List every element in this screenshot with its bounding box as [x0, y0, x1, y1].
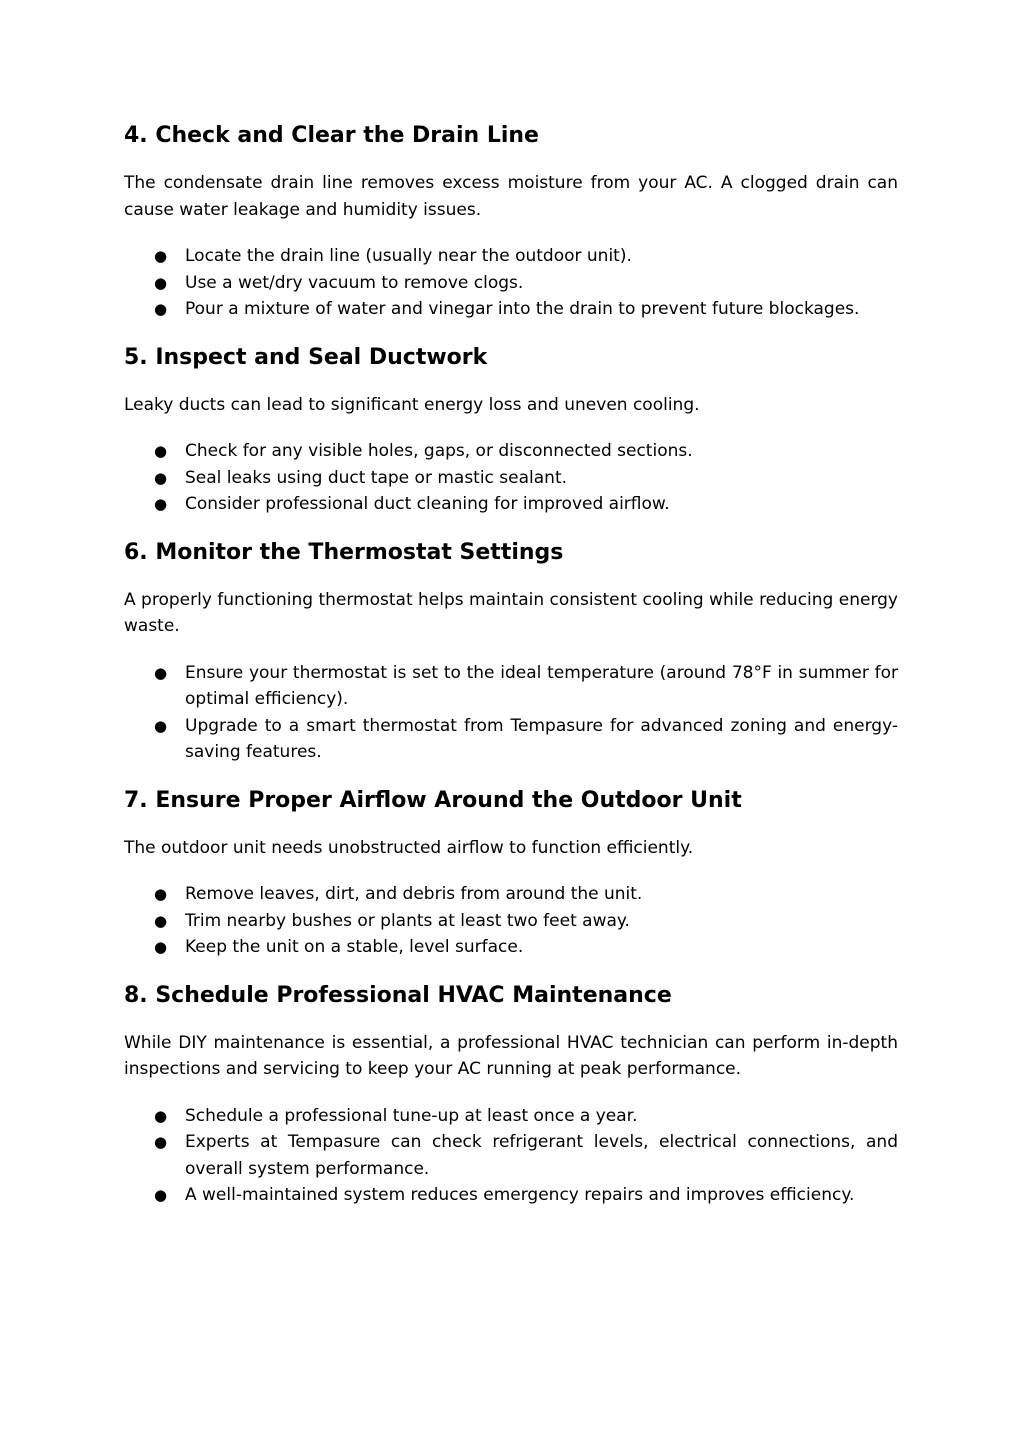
list-item	[154, 1103, 898, 1130]
list-item	[154, 243, 898, 270]
list-item-text: Pour a mixture of water and vinegar into the drain to prevent future blockages.	[185, 299, 860, 319]
list-item	[154, 270, 898, 297]
bullet-icon: ●	[154, 495, 168, 513]
document-page	[124, 120, 898, 1228]
list-item-text: Schedule a professional tune-up at least once a year.	[185, 1105, 638, 1126]
list-item-text: Check for any visible holes, gaps, or disconnected sections.	[185, 441, 693, 461]
list-item	[154, 491, 898, 518]
bullet-icon: ●	[154, 273, 168, 292]
list-item	[154, 438, 898, 465]
list-item-text: Ensure your thermostat is set to the ideal temperature (around 78°F in summer for optimal efficiency).	[185, 662, 898, 709]
bullet-list	[124, 243, 898, 323]
list-item-text: A well-maintained system reduces emergency repairs and improves efficiency.	[185, 1185, 855, 1205]
list-item	[154, 660, 898, 713]
list-item	[154, 713, 898, 766]
list-item	[154, 908, 898, 935]
section-heading: 8. Schedule Professional HVAC Maintenance	[124, 982, 672, 1008]
list-item-text: Keep the unit on a stable, level surface.	[185, 937, 524, 957]
bullet-icon: ●	[154, 468, 168, 487]
section-drain-line	[124, 120, 898, 323]
list-item	[154, 1182, 898, 1209]
list-item	[154, 296, 898, 323]
list-item	[154, 881, 898, 908]
bullet-list	[124, 881, 898, 961]
bullet-icon: ●	[154, 663, 168, 682]
section-professional-maintenance	[124, 980, 898, 1209]
section-intro: A properly functioning thermostat helps maintain consistent cooling while reducing energy waste.	[124, 589, 898, 636]
section-intro: The condensate drain line removes excess moisture from your AC. A clogged drain can cause water leakage and humidity issues.	[124, 173, 898, 220]
section-intro: The outdoor unit needs unobstructed airflow to function efficiently.	[124, 837, 694, 858]
list-item-text: Experts at Tempasure can check refrigerant levels, electrical connections, and overall system performance.	[185, 1132, 898, 1179]
bullet-icon: ●	[154, 911, 168, 930]
bullet-list	[124, 438, 898, 518]
bullet-icon: ●	[154, 300, 168, 318]
bullet-list	[124, 1103, 898, 1209]
section-heading: 4. Check and Clear the Drain Line	[124, 123, 539, 148]
bullet-icon: ●	[154, 442, 168, 460]
bullet-icon: ●	[154, 938, 168, 956]
list-item	[154, 934, 898, 961]
list-item-text: Seal leaks using duct tape or mastic sealant.	[185, 467, 568, 488]
section-heading: 6. Monitor the Thermostat Settings	[124, 539, 564, 565]
section-intro: Leaky ducts can lead to significant energy loss and uneven cooling.	[124, 394, 700, 415]
bullet-icon: ●	[154, 1106, 168, 1125]
section-intro: While DIY maintenance is essential, a professional HVAC technician can perform in-depth inspections and servicing to keep your AC running at peak performance.	[124, 1032, 898, 1079]
bullet-icon: ●	[154, 247, 168, 265]
list-item-text: Consider professional duct cleaning for improved airflow.	[185, 494, 670, 514]
section-outdoor-airflow	[124, 785, 898, 961]
list-item-text: Remove leaves, dirt, and debris from around the unit.	[185, 884, 643, 904]
list-item-text: Locate the drain line (usually near the outdoor unit).	[185, 246, 632, 266]
list-item	[154, 1129, 898, 1182]
section-heading: 5. Inspect and Seal Ductwork	[124, 344, 488, 370]
bullet-icon: ●	[154, 1133, 168, 1151]
list-item-text: Upgrade to a smart thermostat from Tempasure for advanced zoning and energy-saving features.	[185, 715, 898, 762]
section-heading: 7. Ensure Proper Airflow Around the Outdoor Unit	[124, 787, 742, 813]
list-item-text: Trim nearby bushes or plants at least two feet away.	[185, 910, 630, 931]
bullet-icon: ●	[154, 885, 168, 903]
bullet-icon: ●	[154, 1186, 168, 1204]
section-ductwork	[124, 342, 898, 518]
section-thermostat	[124, 537, 898, 766]
list-item-text: Use a wet/dry vacuum to remove clogs.	[185, 272, 524, 293]
list-item	[154, 465, 898, 492]
bullet-icon: ●	[154, 716, 168, 735]
bullet-list	[124, 660, 898, 766]
